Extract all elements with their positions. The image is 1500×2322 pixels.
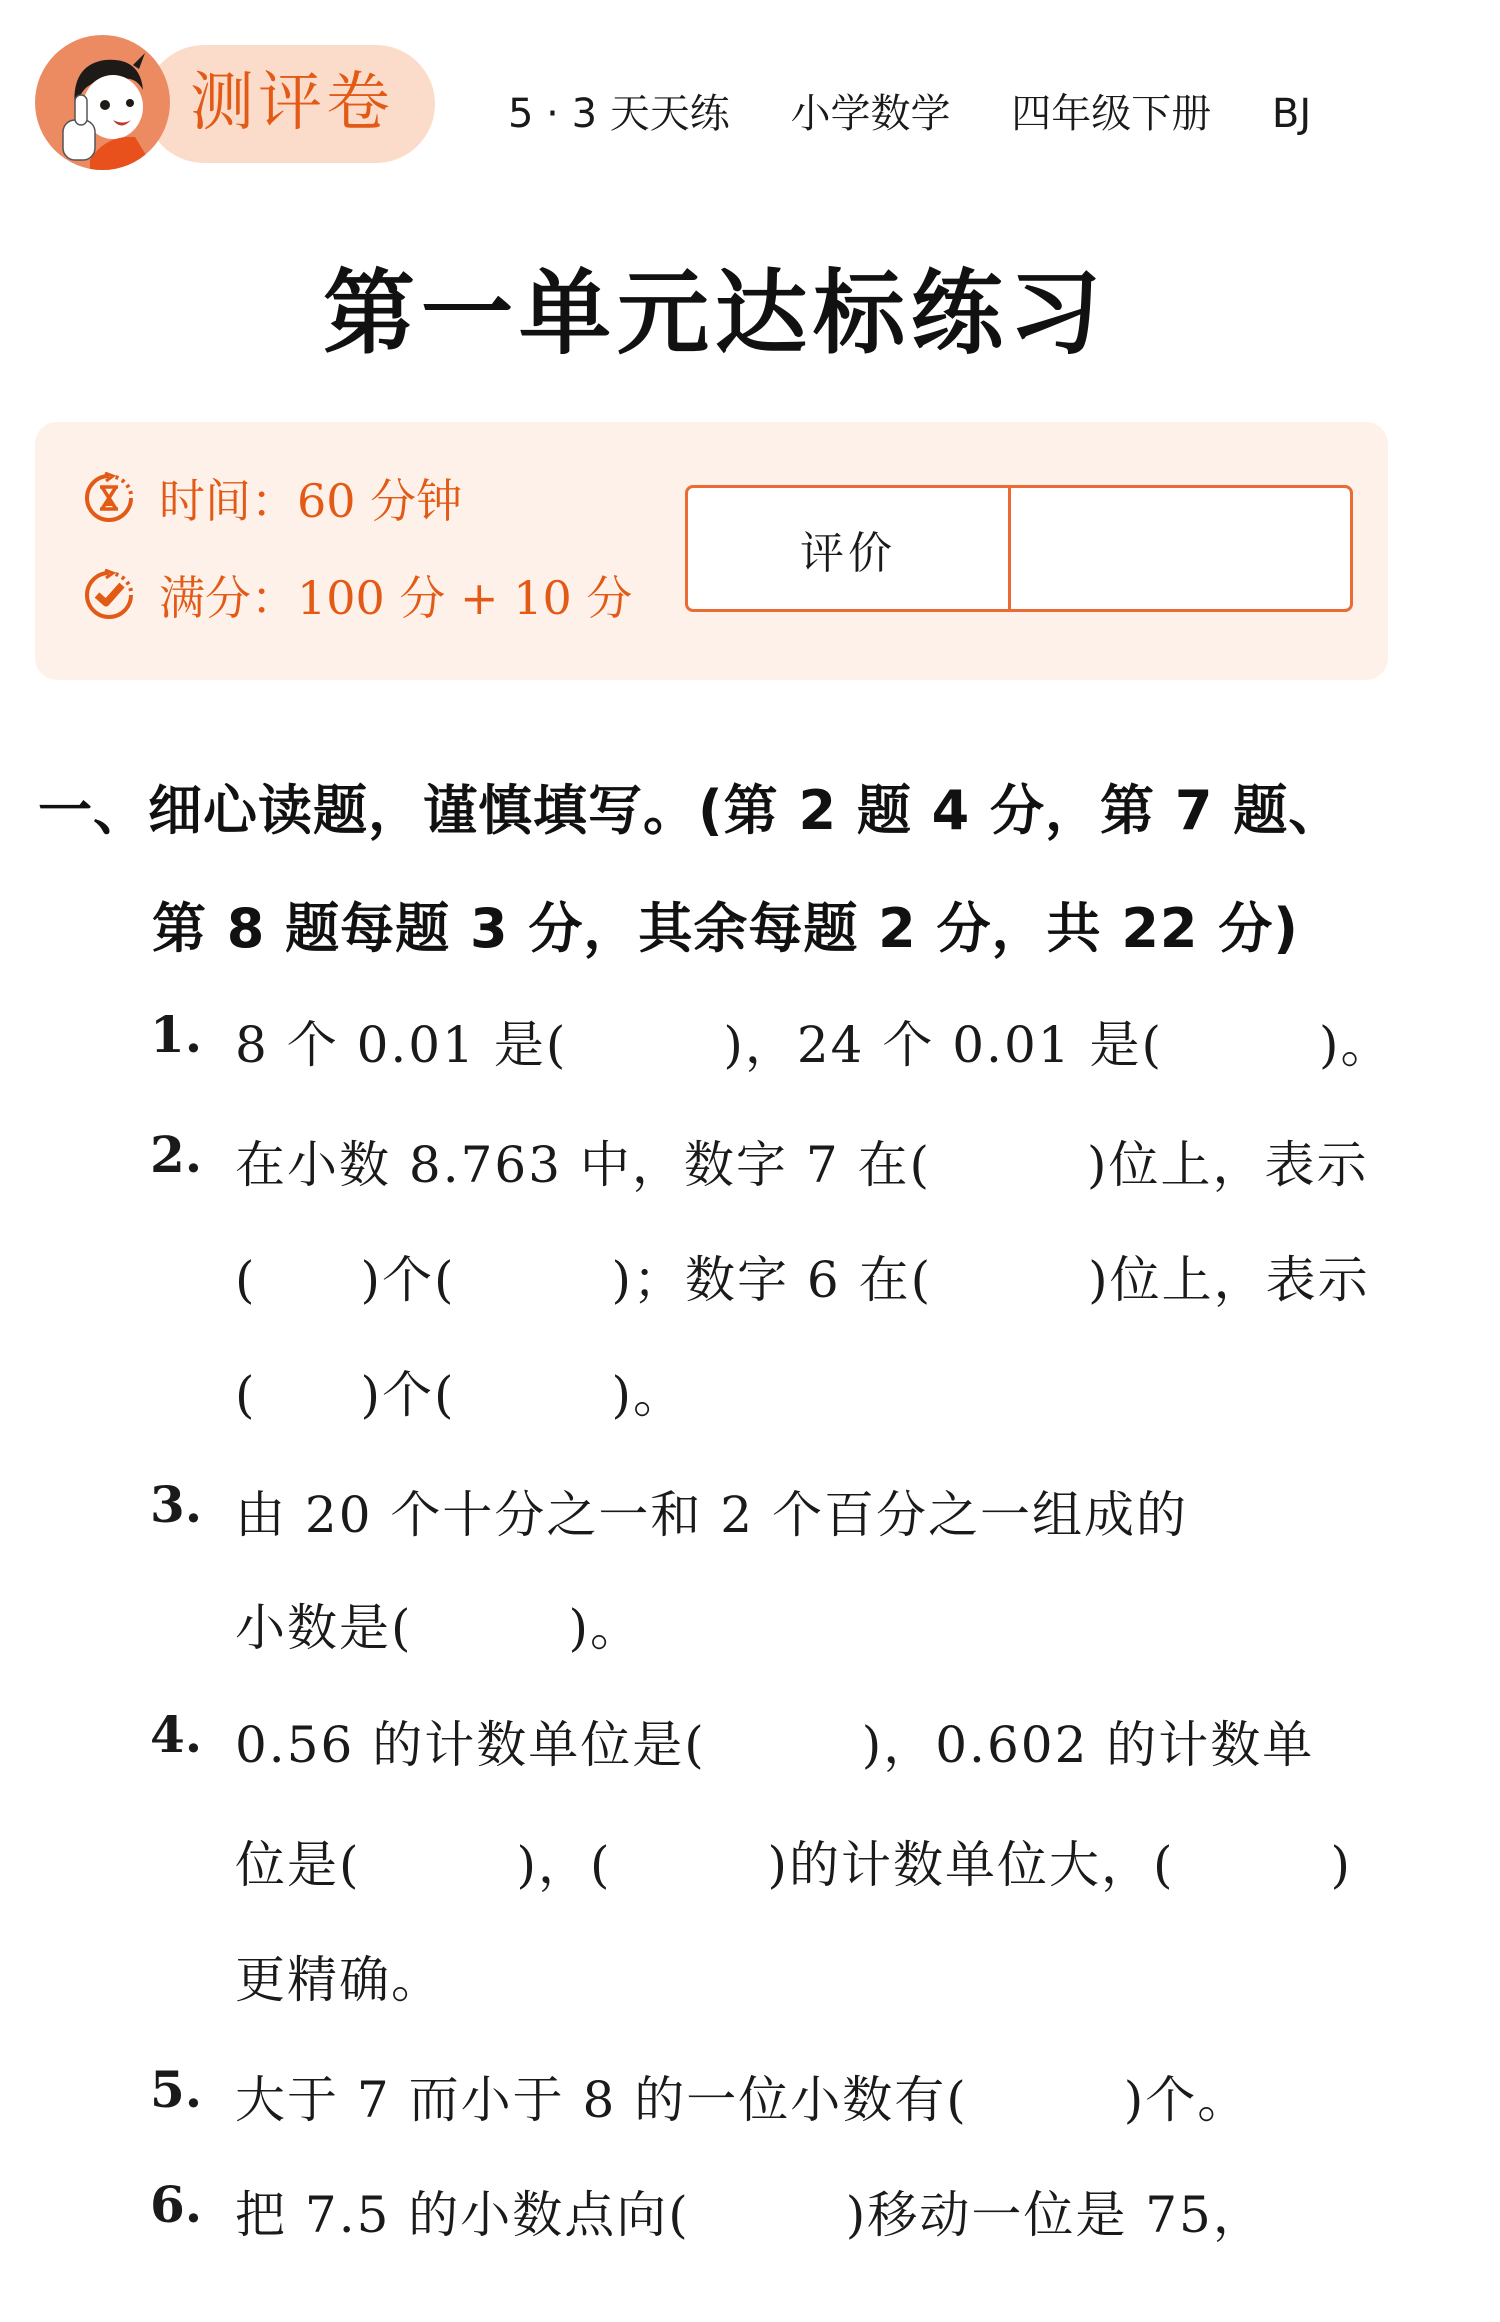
- series-name: 5 · 3 天天练: [508, 91, 730, 137]
- subject-name: 小学数学: [790, 91, 951, 137]
- question-text: 小数是( )。: [235, 1599, 643, 1657]
- edition-code: BJ: [1271, 91, 1312, 137]
- question-text: ( )个( )。: [235, 1366, 686, 1424]
- question-text: 8 个 0.01 是( )，24 个 0.01 是( )。: [235, 1016, 1393, 1074]
- section-heading-line-1: 一、细心读题，谨慎填写。(第 2 题 4 分，第 7 题、: [38, 779, 1344, 842]
- check-circle-icon: [83, 569, 135, 621]
- badge-label: 测评卷: [190, 66, 394, 140]
- mascot-avatar: [35, 35, 170, 170]
- question-number: 6.: [150, 2175, 203, 2234]
- question-text: ( )个( )；数字 6 在( )位上，表示: [235, 1251, 1370, 1309]
- evaluation-label: 评价: [688, 488, 1011, 609]
- evaluation-table: [685, 485, 1353, 612]
- question-text: 大于 7 而小于 8 的一位小数有( )个。: [235, 2071, 1250, 2129]
- mascot-boy-icon: [35, 35, 170, 170]
- full-score-text: 满分：100 分 + 10 分: [159, 571, 633, 625]
- question-text: 更精确。: [235, 1951, 443, 2009]
- grade-name: 四年级下册: [1011, 91, 1212, 137]
- page-title: 第一单元达标练习: [322, 259, 1107, 367]
- evaluation-field[interactable]: [1011, 488, 1350, 609]
- question-text: 由 20 个十分之一和 2 个百分之一组成的: [235, 1486, 1189, 1544]
- question-number: 1.: [150, 1005, 203, 1064]
- exam-info-box: [35, 422, 1388, 680]
- question-number: 3.: [150, 1475, 203, 1534]
- question-text: 在小数 8.763 中，数字 7 在( )位上，表示: [235, 1136, 1369, 1194]
- question-text: 位是( )，( )的计数单位大，( ): [235, 1836, 1353, 1894]
- hourglass-timer-icon: [83, 472, 135, 524]
- test-paper-badge: [35, 35, 435, 170]
- full-score-row: [83, 562, 632, 628]
- book-series-info: [508, 82, 1311, 139]
- section-heading-line-2: 第 8 题每题 3 分，其余每题 2 分，共 22 分): [152, 897, 1299, 960]
- question-number: 5.: [150, 2060, 203, 2119]
- time-limit-row: [83, 465, 462, 531]
- question-number: 2.: [150, 1125, 203, 1184]
- time-limit-text: 时间：60 分钟: [159, 474, 463, 528]
- question-text: 0.56 的计数单位是( )，0.602 的计数单: [235, 1716, 1315, 1774]
- question-text: 把 7.5 的小数点向( )移动一位是 75，: [235, 2186, 1265, 2244]
- question-number: 4.: [150, 1705, 203, 1764]
